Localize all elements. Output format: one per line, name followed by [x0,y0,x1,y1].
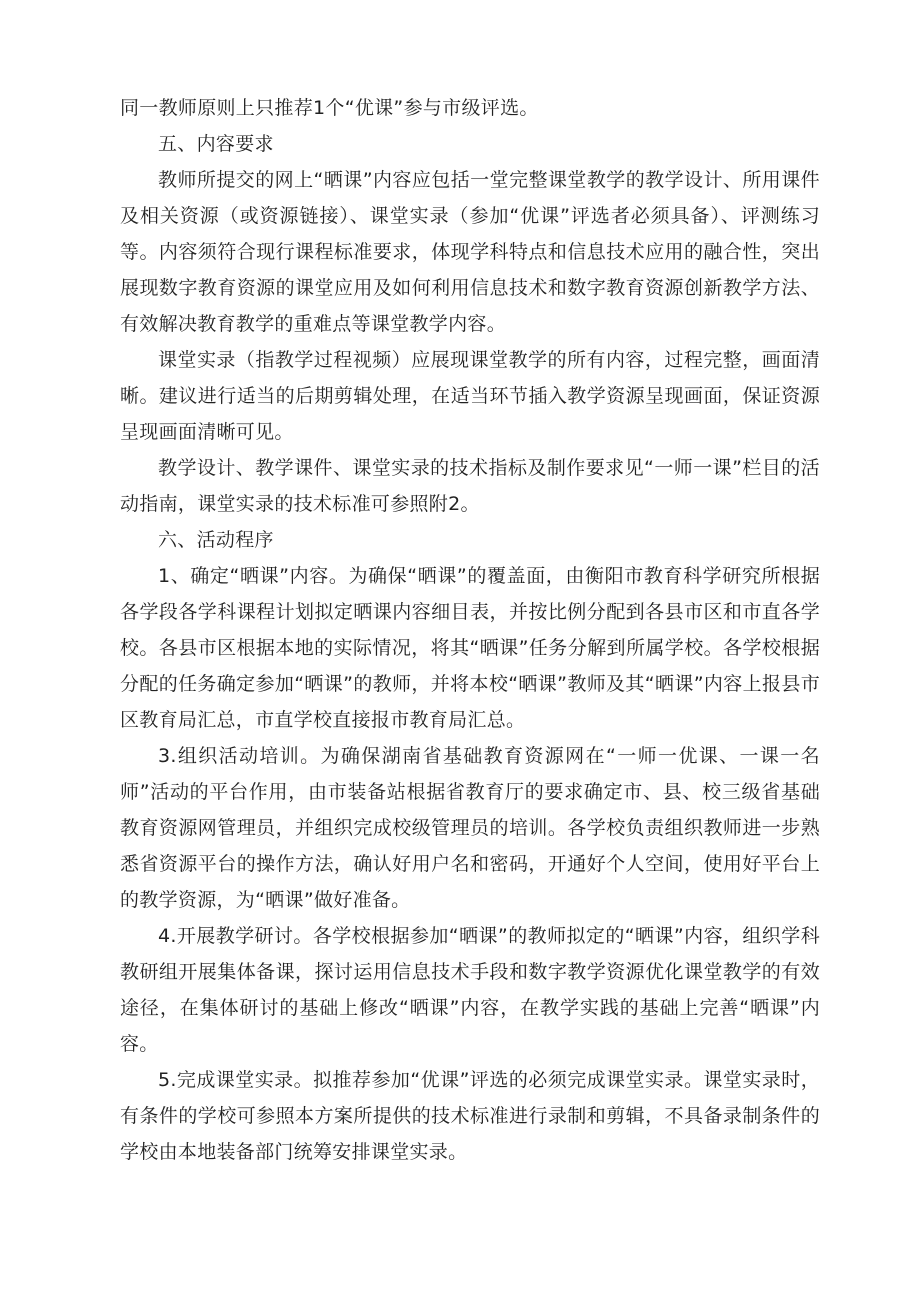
paragraph-step-3: 3.组织活动培训。为确保湖南省基础教育资源网在“一师一优课、一课一名师”活动的平台作用，由市装备站根据省教育厅的要求确定市、县、校三级省基础教育资源网管理员，并组织完成校级管理员的培训。各学校负责组织教师进一步熟悉省资源平台的操作方法，确认好用户名和密码，开通好个人空间，使用好平台上的教学资源，为“晒课”做好准备。 [120,745,820,911]
paragraph-continuation: 同一教师原则上只推荐1个“优课”参与市级评选。 [120,97,539,119]
section-heading-content-requirements: 五、内容要求 [158,133,274,155]
paragraph-step-1: 1、确定“晒课”内容。为确保“晒课”的覆盖面，由衡阳市教育科学研究所根据各学段各学科课程计划拟定晒课内容细目表，并按比例分配到各县市区和市直各学校。各县市区根据本地的实际情况，将其“晒课”任务分解到所属学校。各学校根据分配的任务确定参加“晒课”的教师，并将本校“晒课”教师及其“晒课”内容上报县市区教育局汇总，市直学校直接报市教育局汇总。 [120,565,820,731]
section-heading-activity-procedure: 六、活动程序 [158,529,274,551]
paragraph-technical-specs: 教学设计、教学课件、课堂实录的技术指标及制作要求见“一师一课”栏目的活动指南，课堂实录的技术标准可参照附2。 [120,457,820,515]
paragraph-submission-content: 教师所提交的网上“晒课”内容应包括一堂完整课堂教学的教学设计、所用课件及相关资源（或资源链接）、课堂实录（参加“优课”评选者必须具备）、评测练习等。内容须符合现行课程标准要求，体现学科特点和信息技术应用的融合性，突出展现数字教育资源的课堂应用及如何利用信息技术和数字教育资源创新教学方法、有效解决教育教学的重难点等课堂教学内容。 [120,169,820,335]
paragraph-step-5: 5.完成课堂实录。拟推荐参加“优课”评选的必须完成课堂实录。课堂实录时，有条件的学校可参照本方案所提供的技术标准进行录制和剪辑，不具备录制条件的学校由本地装备部门统筹安排课堂实录。 [120,1069,820,1163]
document-body [120,90,820,1170]
paragraph-classroom-recording: 课堂实录（指教学过程视频）应展现课堂教学的所有内容，过程完整，画面清晰。建议进行适当的后期剪辑处理，在适当环节插入教学资源呈现画面，保证资源呈现画面清晰可见。 [120,349,820,443]
paragraph-step-4: 4.开展教学研讨。各学校根据参加“晒课”的教师拟定的“晒课”内容，组织学科教研组开展集体备课，探讨运用信息技术手段和数字教学资源优化课堂教学的有效途径，在集体研讨的基础上修改“晒课”内容，在教学实践的基础上完善“晒课”内容。 [120,925,820,1055]
